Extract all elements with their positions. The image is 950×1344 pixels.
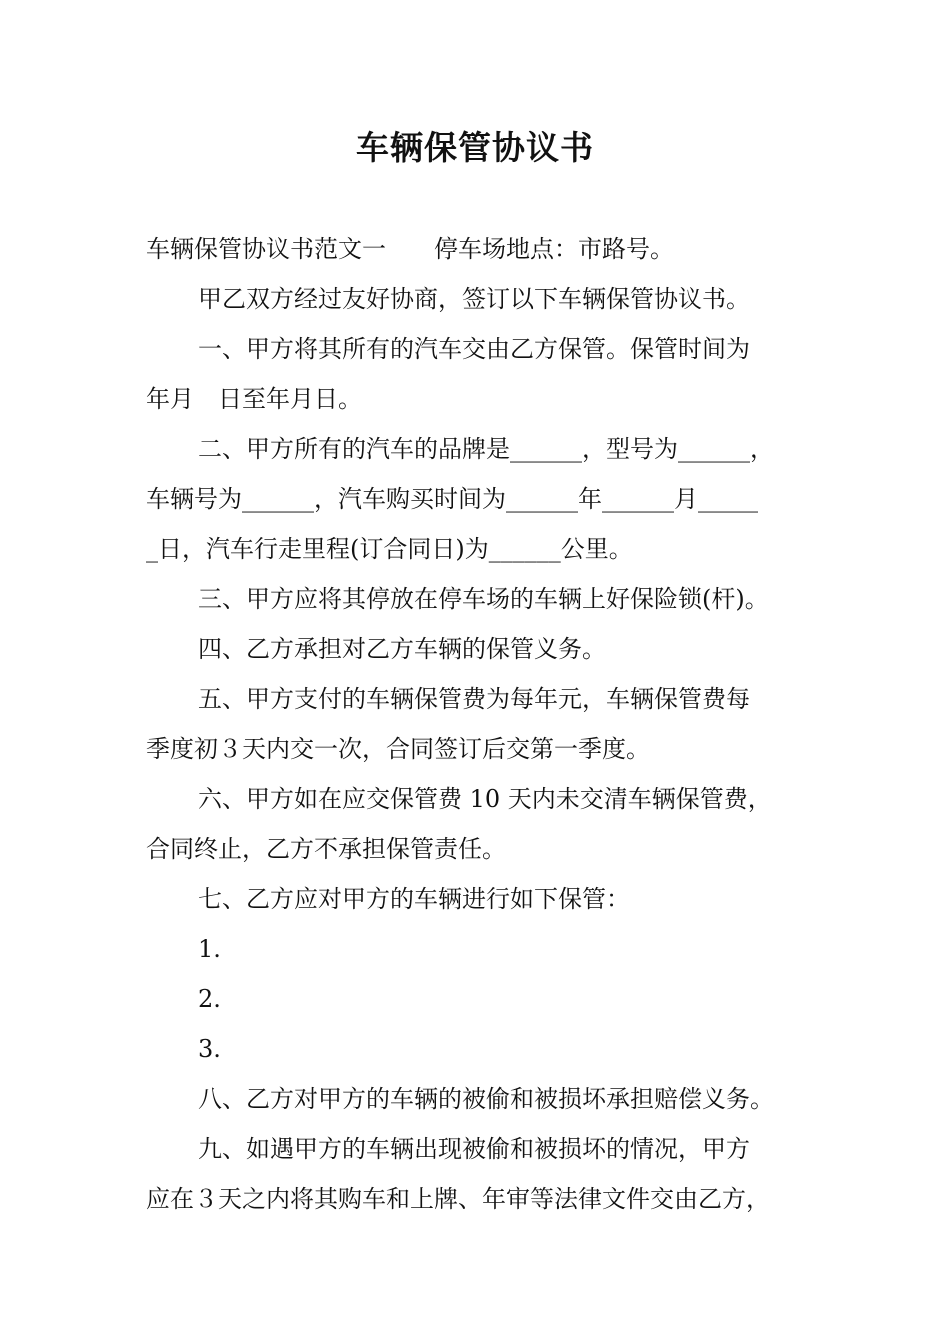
body-line: 车辆号为______，汽车购买时间为______年______月_____ (146, 485, 758, 513)
body-line: 九、如遇甲方的车辆出现被偷和被损坏的情况，甲方 (198, 1135, 750, 1163)
body-line: 合同终止，乙方不承担保管责任。 (146, 835, 506, 863)
body-line: 六、甲方如在应交保管费 10 天内未交清车辆保管费， (198, 785, 772, 813)
body-line: 季度初３天内交一次，合同签订后交第一季度。 (146, 735, 650, 763)
list-item: 3. (198, 1035, 221, 1063)
body-line: 四、乙方承担对乙方车辆的保管义务。 (198, 635, 606, 663)
body-line: 八、乙方对甲方的车辆的被偷和被损坏承担赔偿义务。 (198, 1085, 774, 1113)
body-line: 车辆保管协议书范文一 停车场地点：市路号。 (146, 235, 674, 263)
body-line: 七、乙方应对甲方的车辆进行如下保管： (198, 885, 630, 913)
body-line: _日，汽车行走里程(订合同日)为______公里。 (146, 535, 633, 563)
body-line: 甲乙双方经过友好协商，签订以下车辆保管协议书。 (198, 285, 750, 313)
body-line: 一、甲方将其所有的汽车交由乙方保管。保管时间为 (198, 335, 750, 363)
body-line: 二、甲方所有的汽车的品牌是______，型号为______， (198, 435, 774, 463)
body-line: 应在３天之内将其购车和上牌、年审等法律文件交由乙方， (146, 1185, 770, 1213)
document-title: 车辆保管协议书 (356, 128, 594, 167)
document-body (146, 224, 816, 1224)
body-line: 年月 日至年月日。 (146, 385, 362, 413)
body-line: 五、甲方支付的车辆保管费为每年元，车辆保管费每 (198, 685, 750, 713)
body-line: 三、甲方应将其停放在停车场的车辆上好保险锁(杆)。 (198, 585, 769, 613)
list-item: 1. (198, 935, 221, 963)
list-item: 2. (198, 985, 221, 1013)
